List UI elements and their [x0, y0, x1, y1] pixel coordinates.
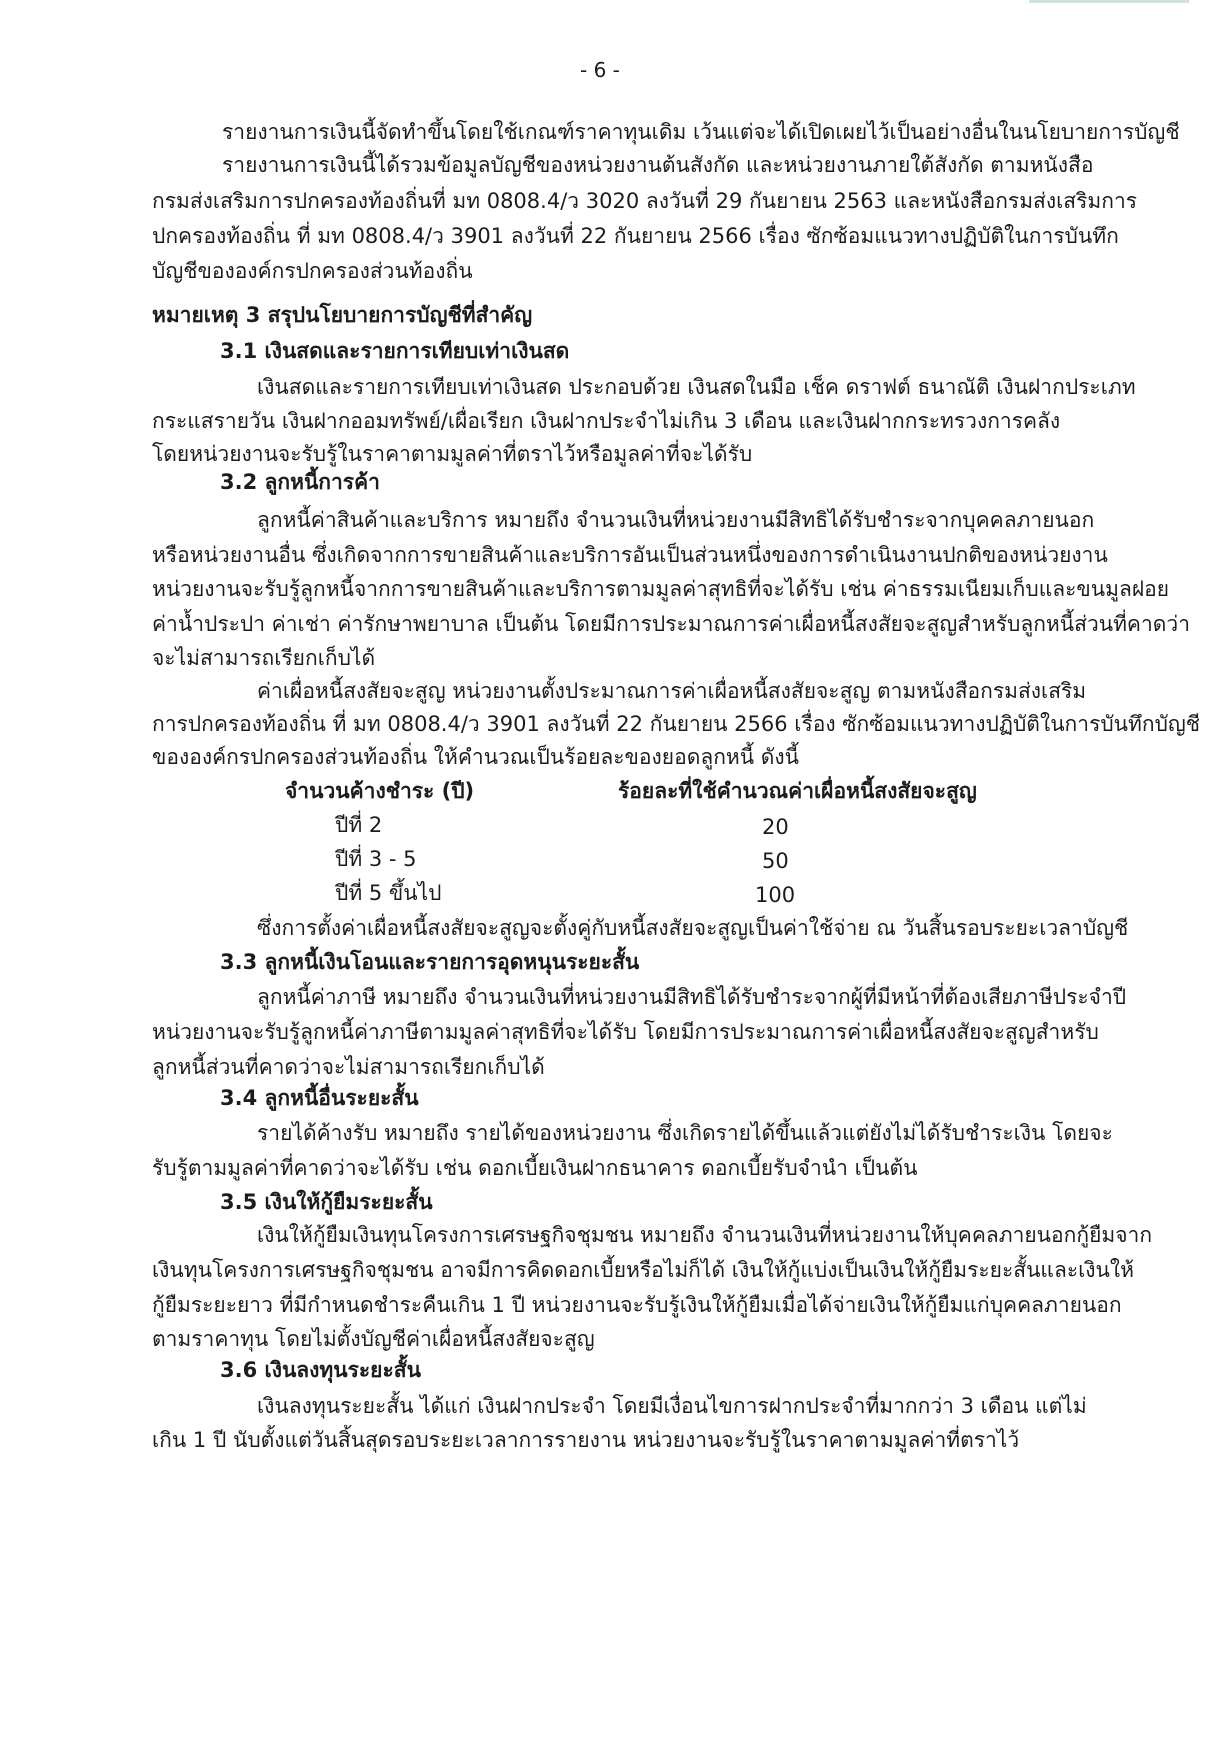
table-cell-period: ปีที่ 2: [335, 813, 383, 837]
intro-para-line: รายงานการเงินนี้ได้รวมข้อมูลบัญชีของหน่วยงานต้นสังกัด และหน่วยงานภายใต้สังกัด ตามหนังสือ: [222, 153, 1094, 177]
section-3-1-line: เงินสดและรายการเทียบเท่าเงินสด ประกอบด้วย เงินสดในมือ เช็ค ดราฟต์ ธนาณัติ เงินฝากประเภท: [257, 375, 1136, 399]
section-3-1-line: โดยหน่วยงานจะรับรู้ในราคาตามมูลค่าที่ตราไว้หรือมูลค่าที่จะได้รับ: [152, 442, 753, 466]
section-3-3-line: ลูกหนี้ส่วนที่คาดว่าจะไม่สามารถเรียกเก็บได้: [152, 1055, 545, 1079]
table-cell-period: ปีที่ 3 - 5: [335, 847, 417, 871]
section-3-2-line: ขององค์กรปกครองส่วนท้องถิ่น ให้คำนวณเป็นร้อยละของยอดลูกหนี้ ดังนี้: [152, 745, 800, 769]
section-3-4-line: รับรู้ตามมูลค่าที่คาดว่าจะได้รับ เช่น ดอกเบี้ยเงินฝากธนาคาร ดอกเบี้ยรับจำนำ เป็นต้น: [152, 1156, 918, 1180]
intro-line: รายงานการเงินนี้จัดทำขึ้นโดยใช้เกณฑ์ราคาทุนเดิม เว้นแต่จะได้เปิดเผยไว้เป็นอย่างอื่นในนโยบายการบัญชี: [222, 120, 1180, 144]
section-3-2-line: จะไม่สามารถเรียกเก็บได้: [152, 646, 376, 670]
table-header-period: จำนวนค้างชำระ (ปี): [285, 779, 475, 803]
section-3-6-line: เงินลงทุนระยะสั้น ได้แก่ เงินฝากประจำ โดยมีเงื่อนไขการฝากประจำที่มากกว่า 3 เดือน แต่ไม่: [257, 1394, 1087, 1418]
section-heading-3-1: 3.1 เงินสดและรายการเทียบเท่าเงินสด: [220, 339, 570, 363]
section-3-6-line: เกิน 1 ปี นับตั้งแต่วันสิ้นสุดรอบระยะเวลาการรายงาน หน่วยงานจะรับรู้ในราคาตามมูลค่าที่ตราไว้: [152, 1428, 1020, 1452]
intro-para-line: กรมส่งเสริมการปกครองท้องถิ่นที่ มท 0808.4/ว 3020 ลงวันที่ 29 กันยายน 2563 และหนังสือกรมส่งเสริมการ: [152, 189, 1138, 213]
section-3-2-line: ลูกหนี้ค่าสินค้าและบริการ หมายถึง จำนวนเงินที่หน่วยงานมีสิทธิได้รับชำระจากบุคคลภายนอก: [257, 508, 1095, 532]
intro-para-line: ปกครองท้องถิ่น ที่ มท 0808.4/ว 3901 ลงวันที่ 22 กันยายน 2566 เรื่อง ซักซ้อมแนวทางปฏิบัติในการบันทึก: [152, 224, 1119, 248]
section-heading-3-4: 3.4 ลูกหนี้อื่นระยะสั้น: [220, 1086, 419, 1110]
scan-edge-mark: [1029, 0, 1189, 3]
section-3-2-line: หน่วยงานจะรับรู้ลูกหนี้จากการขายสินค้าและบริการตามมูลค่าสุทธิที่จะได้รับ เช่น ค่าธรรมเนียมเก็บและขนมูลฝอย: [152, 577, 1170, 601]
section-heading-3-3: 3.3 ลูกหนี้เงินโอนและรายการอุดหนุนระยะสั้น: [220, 950, 640, 974]
table-cell-percent: 50: [762, 849, 789, 873]
section-3-5-line: ตามราคาทุน โดยไม่ตั้งบัญชีค่าเผื่อหนี้สงสัยจะสูญ: [152, 1327, 595, 1351]
section-3-4-line: รายได้ค้างรับ หมายถึง รายได้ของหน่วยงาน ซึ่งเกิดรายได้ขึ้นแล้วแต่ยังไม่ได้รับชำระเงิน โดยจะ: [257, 1121, 1113, 1145]
section-3-3-line: หน่วยงานจะรับรู้ลูกหนี้ค่าภาษีตามมูลค่าสุทธิที่จะได้รับ โดยมีการประมาณการค่าเผื่อหนี้สงสัยจะสูญสำหรับ: [152, 1020, 1099, 1044]
section-3-2-line: การปกครองท้องถิ่น ที่ มท 0808.4/ว 3901 ลงวันที่ 22 กันยายน 2566 เรื่อง ซักซ้อมแนวทางปฏิบัติในการบันทึกบัญชี: [152, 712, 1201, 736]
after-table-line: ซึ่งการตั้งค่าเผื่อหนี้สงสัยจะสูญจะตั้งคู่กับหนี้สงสัยจะสูญเป็นค่าใช้จ่าย ณ วันสิ้นรอบระยะเวลาบัญชี: [257, 916, 1129, 940]
table-cell-period: ปีที่ 5 ขึ้นไป: [335, 881, 442, 905]
page-number: - 6 -: [580, 58, 620, 82]
section-3-2-line: ค่าน้ำประปา ค่าเช่า ค่ารักษาพยาบาล เป็นต้น โดยมีการประมาณการค่าเผื่อหนี้สงสัยจะสูญสำหรับลูกหนี้ส่วนที่คาดว่า: [152, 612, 1190, 636]
section-heading-3-5: 3.5 เงินให้กู้ยืมระยะสั้น: [220, 1190, 433, 1214]
section-3-5-line: กู้ยืมระยะยาว ที่มีกำหนดชำระคืนเกิน 1 ปี หน่วยงานจะรับรู้เงินให้กู้ยืมเมื่อได้จ่ายเงินให้กู้ยืมแก่บุคคลภายนอก: [152, 1293, 1122, 1317]
section-3-2-line: ค่าเผื่อหนี้สงสัยจะสูญ หน่วยงานตั้งประมาณการค่าเผื่อหนี้สงสัยจะสูญ ตามหนังสือกรมส่งเสริม: [257, 679, 1087, 703]
section-3-3-line: ลูกหนี้ค่าภาษี หมายถึง จำนวนเงินที่หน่วยงานมีสิทธิได้รับชำระจากผู้ที่มีหน้าที่ต้องเสียภาษีประจำปี: [257, 985, 1127, 1009]
section-3-2-line: หรือหน่วยงานอื่น ซึ่งเกิดจากการขายสินค้าและบริการอันเป็นส่วนหนึ่งของการดำเนินงานปกติของหน่วยงาน: [152, 543, 1108, 567]
section-3-1-line: กระแสรายวัน เงินฝากออมทรัพย์/เผื่อเรียก เงินฝากประจำไม่เกิน 3 เดือน และเงินฝากกระทรวงการคลัง: [152, 409, 1061, 433]
section-3-5-line: เงินให้กู้ยืมเงินทุนโครงการเศรษฐกิจชุมชน หมายถึง จำนวนเงินที่หน่วยงานให้บุคคลภายนอกกู้ยืมจาก: [257, 1223, 1153, 1247]
table-header-percent: ร้อยละที่ใช้คำนวณค่าเผื่อหนี้สงสัยจะสูญ: [618, 779, 977, 803]
table-cell-percent: 100: [755, 883, 796, 907]
table-cell-percent: 20: [762, 815, 789, 839]
section-3-5-line: เงินทุนโครงการเศรษฐกิจชุมชน อาจมีการคิดดอกเบี้ยหรือไม่ก็ได้ เงินให้กู้แบ่งเป็นเงินให้กู้ยืมระยะสั้นและเงินให้: [152, 1258, 1134, 1282]
section-heading-3-6: 3.6 เงินลงทุนระยะสั้น: [220, 1358, 421, 1382]
section-heading-3-2: 3.2 ลูกหนี้การค้า: [220, 470, 380, 494]
intro-para-line: บัญชีขององค์กรปกครองส่วนท้องถิ่น: [152, 259, 473, 283]
note-title: หมายเหตุ 3 สรุปนโยบายการบัญชีที่สำคัญ: [152, 303, 533, 327]
